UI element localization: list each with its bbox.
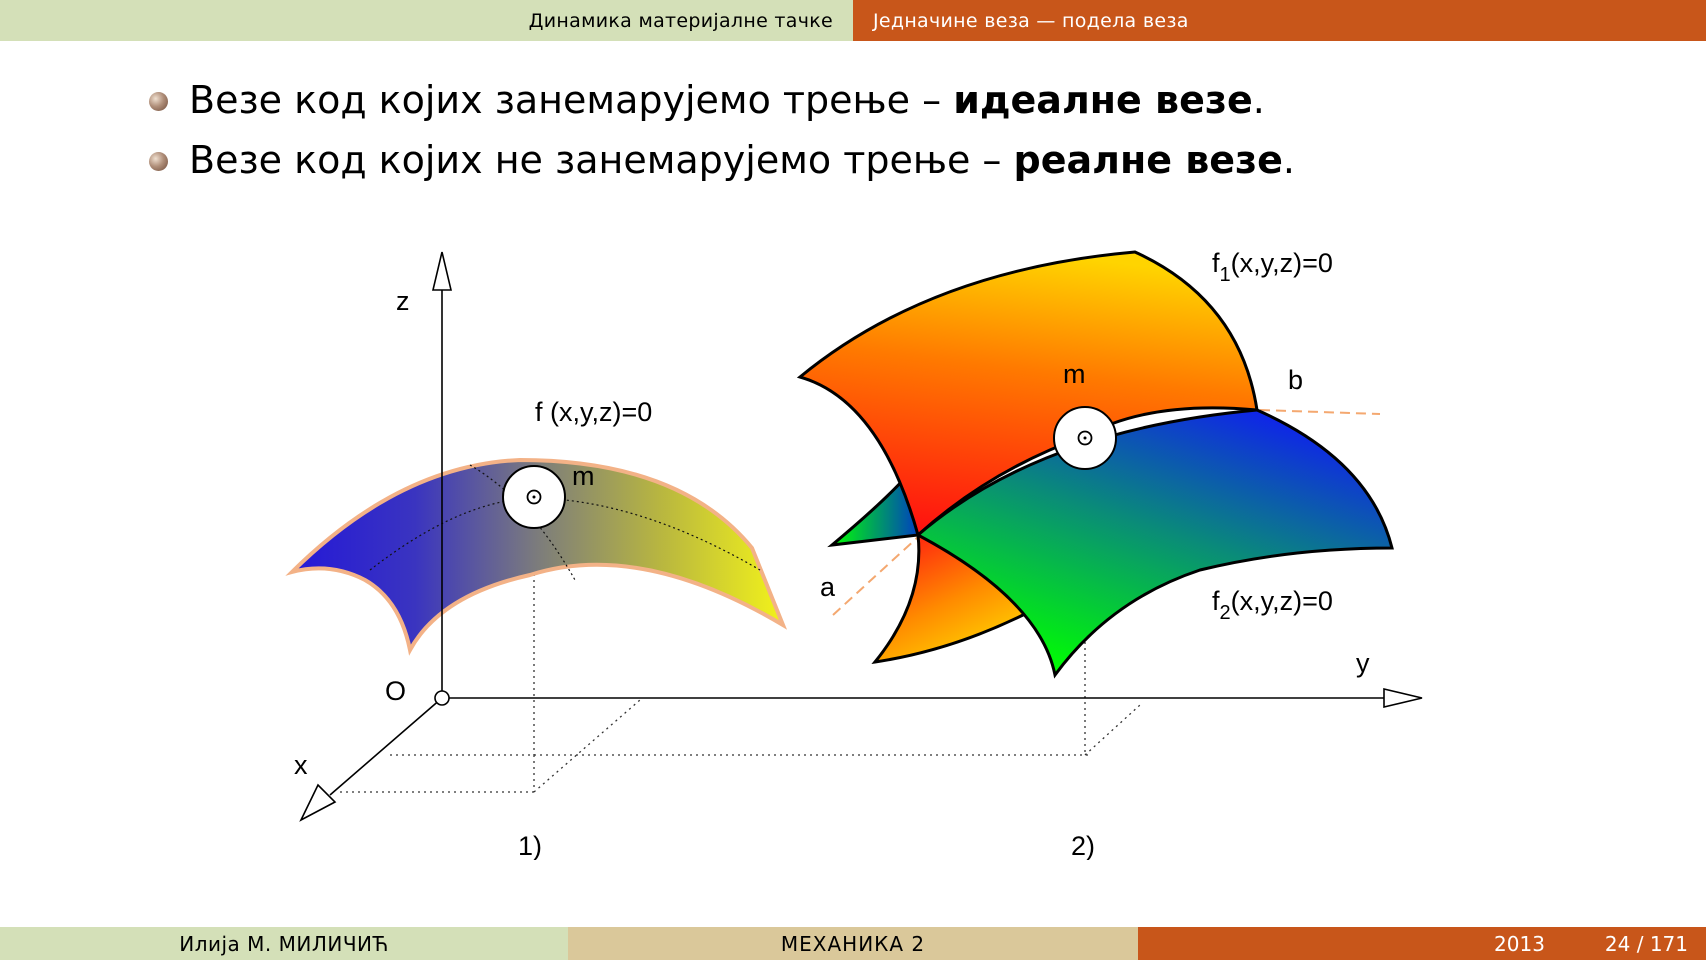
x-axis-label: x [294,750,308,780]
footer-info[interactable] [1138,927,1706,960]
footer-year: 2013 [1494,931,1545,956]
bullet-icon [149,152,168,171]
footer-bar [0,927,1706,960]
material-point-2 [1054,407,1116,469]
caption-1: 1) [518,831,543,860]
page-number: 24 / 171 [1604,931,1688,956]
bullet-item-ideal: Везе код којих занемарујемо трење – идеалне везе. [145,70,1295,130]
bullet-item-real: Везе код којих не занемарујемо трење – реалне везе. [145,130,1295,190]
bullet-text: Везе код којих не занемарујемо трење – [189,138,1014,182]
bullet-bold-term: реалне везе [1013,138,1283,182]
bullet-text: Везе код којих занемарујемо трење – [189,78,954,122]
bullet-list [145,70,1295,190]
bullet-bold-term: идеалне везе [953,78,1253,122]
origin-label: O [385,676,407,706]
surface-equation-label: f (x,y,z)=0 [535,397,653,427]
material-point-1 [503,466,565,528]
y-axis-label: y [1356,648,1370,678]
surface-f1-label: $f_1(x,y,z)=0$ [1212,248,1333,286]
point-m-label-1: m [572,461,595,491]
z-axis-label: z [396,286,410,316]
constraint-figure [0,220,1706,860]
bullet-icon [149,92,168,111]
caption-2: 2) [1071,831,1096,860]
surface-f2-label: $f_2(x,y,z)=0$ [1212,586,1333,624]
top-navigation-bar [0,0,1706,41]
line-b-label: b [1288,365,1304,395]
footer-course[interactable]: МЕХАНИКА 2 [568,927,1138,960]
line-a-label: a [820,572,836,602]
subsection-title[interactable]: Једначине веза — подела веза [853,0,1706,41]
point-m-label-2: m [1063,359,1086,389]
section-title[interactable]: Динамика материјалне тачке [0,0,853,41]
footer-author[interactable]: Илија М. МИЛИЧИЋ [0,927,568,960]
